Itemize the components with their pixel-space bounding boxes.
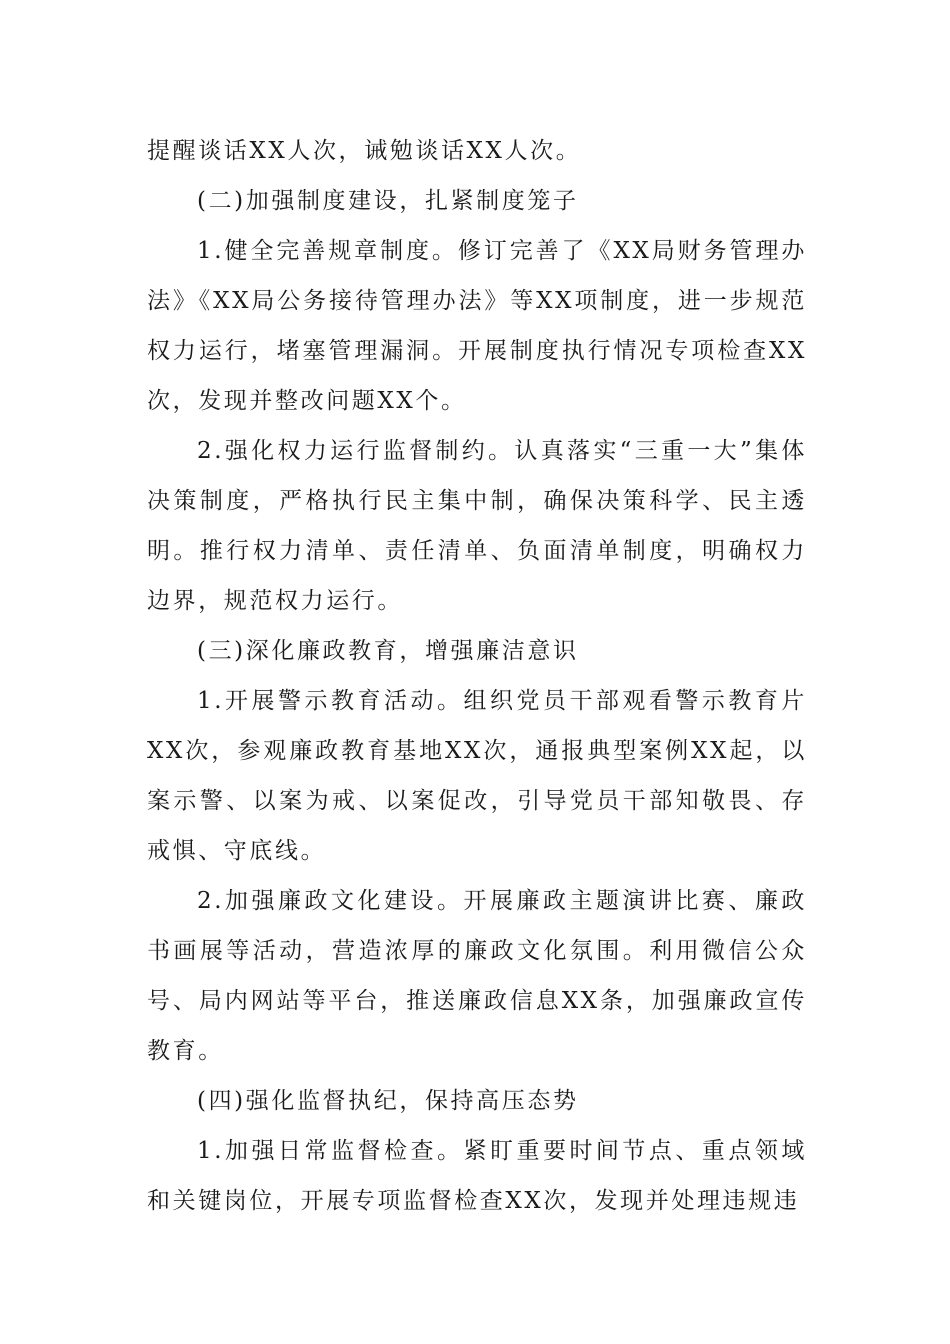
paragraph-3-1: 1.开展警示教育活动。组织党员干部观看警示教育片XX次，参观廉政教育基地XX次，通报典型案例XX起，以案示警、以案为戒、以案促改，引导党员干部知敬畏、存戒惧、守底线。	[147, 688, 807, 864]
paragraph-2-1: 1.健全完善规章制度。修订完善了《XX局财务管理办法》《XX局公务接待管理办法》等XX项制度，进一步规范权力运行，堵塞管理漏洞。开展制度执行情况专项检查XX次，发现并整改问题XX个。	[147, 238, 807, 414]
paragraph-4-1: 1.加强日常监督检查。紧盯重要时间节点、重点领域和关键岗位，开展专项监督检查XX次，发现并处理违规违	[147, 1138, 807, 1214]
section-heading-3: (三)深化廉政教育，增强廉洁意识	[197, 638, 579, 664]
paragraph-continuation: 提醒谈话XX人次，诫勉谈话XX人次。	[147, 138, 582, 164]
section-heading-2: (二)加强制度建设，扎紧制度笼子	[197, 188, 579, 214]
section-heading-4: (四)强化监督执纪，保持高压态势	[197, 1088, 579, 1114]
paragraph-2-2: 2.强化权力运行监督制约。认真落实“三重一大”集体决策制度，严格执行民主集中制，确保决策科学、民主透明。推行权力清单、责任清单、负面清单制度，明确权力边界，规范权力运行。	[147, 438, 807, 614]
document-body	[147, 126, 807, 1226]
paragraph-3-2: 2.加强廉政文化建设。开展廉政主题演讲比赛、廉政书画展等活动，营造浓厚的廉政文化氛围。利用微信公众号、局内网站等平台，推送廉政信息XX条，加强廉政宣传教育。	[147, 888, 807, 1064]
